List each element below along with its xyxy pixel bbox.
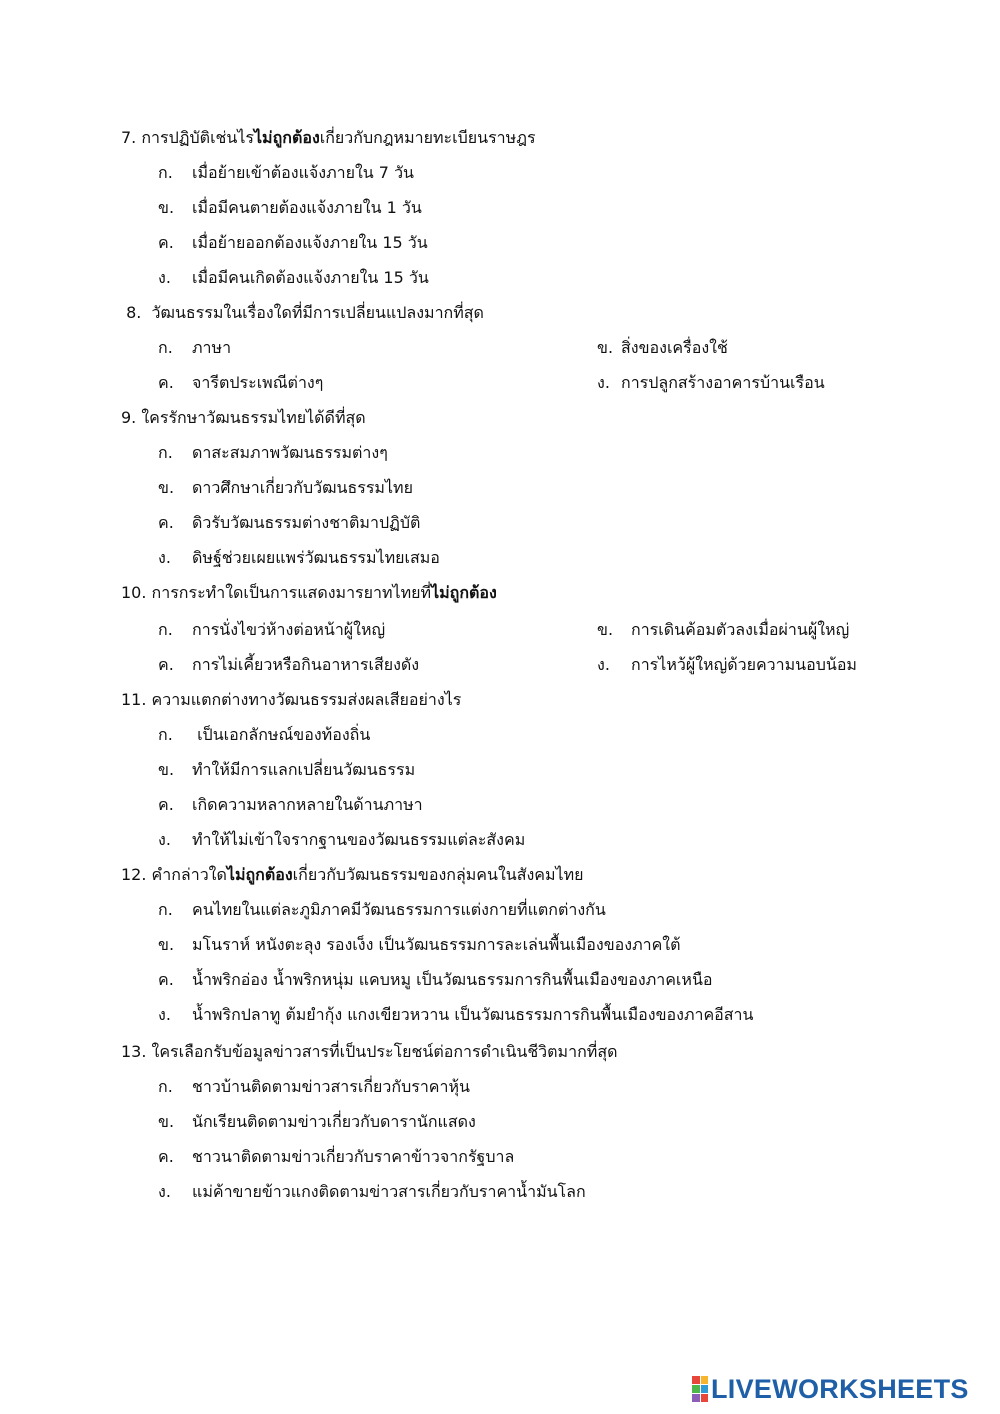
option-letter: ค. xyxy=(158,970,174,989)
question-13 xyxy=(121,1041,617,1063)
option-text: สิ่งของเครื่องใช้ xyxy=(621,338,728,357)
option[interactable] xyxy=(158,654,419,676)
option-text: การไหว้ผู้ใหญ่ด้วยความนอบน้อม xyxy=(631,655,857,674)
option-letter: ค. xyxy=(158,513,174,532)
option-text: นักเรียนติดตามข่าวเกี่ยวกับดารานักแสดง xyxy=(192,1112,476,1131)
option-letter: ก. xyxy=(158,725,173,744)
option-text: ดิวรับวัฒนธรรมต่างชาติมาปฏิบัติ xyxy=(192,513,421,532)
option[interactable] xyxy=(597,619,849,641)
question-emphasis: ไม่ถูกต้อง xyxy=(253,128,320,147)
logo-mark-icon xyxy=(692,1376,708,1402)
option-letter: ก. xyxy=(158,1077,173,1096)
option-text: ทำให้ไม่เข้าใจรากฐานของวัฒนธรรมแต่ละสังคม xyxy=(192,830,526,849)
question-text: 12. คำกล่าวใด xyxy=(121,865,227,884)
option[interactable] xyxy=(158,1004,753,1026)
option[interactable] xyxy=(158,619,385,641)
option-text: การปลูกสร้างอาคารบ้านเรือน xyxy=(621,373,825,392)
option-letter: ข. xyxy=(158,935,175,954)
option[interactable] xyxy=(158,197,422,219)
option-letter: ก. xyxy=(158,443,173,462)
option[interactable] xyxy=(158,442,388,464)
option-text: มโนราห์ หนังตะลุง รองเง็ง เป็นวัฒนธรรมการละเล่นพื้นเมืองของภาคใต้ xyxy=(192,935,681,954)
question-7 xyxy=(121,127,536,149)
option-letter: ก. xyxy=(158,338,173,357)
option-letter: ก. xyxy=(158,163,173,182)
option[interactable] xyxy=(158,724,370,746)
question-text: 8. วัฒนธรรมในเรื่องใดที่มีการเปลี่ยนแปลงมากที่สุด xyxy=(121,303,484,322)
option-letter: ค. xyxy=(158,795,174,814)
option[interactable] xyxy=(158,372,323,394)
option-letter: ค. xyxy=(158,655,174,674)
option-letter: ค. xyxy=(158,1147,174,1166)
option[interactable] xyxy=(158,934,681,956)
option[interactable] xyxy=(158,512,420,534)
option-letter: ง. xyxy=(597,373,610,392)
option-text: ภาษา xyxy=(192,338,232,357)
option-text: การเดินค้อมตัวลงเมื่อผ่านผู้ใหญ่ xyxy=(631,620,850,639)
option[interactable] xyxy=(158,337,231,359)
logo-text: LIVEWORKSHEETS xyxy=(711,1373,969,1404)
question-text: 13. ใครเลือกรับข้อมูลข่าวสารที่เป็นประโยชน์ต่อการดำเนินชีวิตมากที่สุด xyxy=(121,1042,618,1061)
option[interactable] xyxy=(597,654,857,676)
option-text: เป็นเอกลักษณ์ของท้องถิ่น xyxy=(192,725,371,744)
option-text: เกิดความหลากหลายในด้านภาษา xyxy=(192,795,423,814)
option[interactable] xyxy=(158,794,423,816)
option[interactable] xyxy=(158,1181,586,1203)
option-letter: ก. xyxy=(158,900,173,919)
option-text: เมื่อมีคนเกิดต้องแจ้งภายใน 15 วัน xyxy=(192,268,429,287)
option-text: การนั่งไขว่ห้างต่อหน้าผู้ใหญ่ xyxy=(192,620,386,639)
option[interactable] xyxy=(158,1146,514,1168)
option-text: เมื่อมีคนตายต้องแจ้งภายใน 1 วัน xyxy=(192,198,422,217)
option-letter: ง. xyxy=(158,1182,171,1201)
option-text: เมื่อย้ายเข้าต้องแจ้งภายใน 7 วัน xyxy=(192,163,414,182)
option[interactable] xyxy=(158,759,415,781)
option-letter: ข. xyxy=(158,1112,175,1131)
option[interactable] xyxy=(597,372,825,394)
option-text: คนไทยในแต่ละภูมิภาคมีวัฒนธรรมการแต่งกายที่แตกต่างกัน xyxy=(192,900,606,919)
question-11 xyxy=(121,689,461,711)
option-letter: ข. xyxy=(158,478,175,497)
option-letter: ค. xyxy=(158,373,174,392)
question-10 xyxy=(121,582,497,604)
option-letter: ง. xyxy=(158,830,171,849)
question-text: เกี่ยวกับวัฒนธรรมของกลุ่มคนในสังคมไทย xyxy=(292,865,584,884)
option[interactable] xyxy=(158,267,429,289)
option-text: จารีตประเพณีต่างๆ xyxy=(192,373,324,392)
option-text: ชาวบ้านติดตามข่าวสารเกี่ยวกับราคาหุ้น xyxy=(192,1077,470,1096)
option[interactable] xyxy=(158,162,414,184)
liveworksheets-logo xyxy=(692,1374,969,1404)
question-9 xyxy=(121,407,366,429)
option[interactable] xyxy=(158,1076,470,1098)
question-8 xyxy=(121,302,484,324)
option-text: น้ำพริกอ่อง น้ำพริกหนุ่ม แคบหมู เป็นวัฒนธรรมการกินพื้นเมืองของภาคเหนือ xyxy=(192,970,713,989)
option-text: การไม่เคี้ยวหรือกินอาหารเสียงดัง xyxy=(192,655,420,674)
question-text: 7. การปฏิบัติเช่นไร xyxy=(121,128,254,147)
question-text: 10. การกระทำใดเป็นการแสดงมารยาทไทยที่ xyxy=(121,583,432,602)
option[interactable] xyxy=(597,337,728,359)
question-emphasis: ไม่ถูกต้อง xyxy=(226,865,293,884)
option[interactable] xyxy=(158,969,713,991)
question-text: 11. ความแตกต่างทางวัฒนธรรมส่งผลเสียอย่างไร xyxy=(121,690,462,709)
option-text: ดาวศึกษาเกี่ยวกับวัฒนธรรมไทย xyxy=(192,478,413,497)
option-text: ทำให้มีการแลกเปลี่ยนวัฒนธรรม xyxy=(192,760,416,779)
option-letter: ข. xyxy=(158,198,175,217)
option-letter: ข. xyxy=(158,760,175,779)
option[interactable] xyxy=(158,1111,476,1133)
option-letter: ง. xyxy=(158,268,171,287)
option-text: ชาวนาติดตามข่าวเกี่ยวกับราคาข้าวจากรัฐบาล xyxy=(192,1147,515,1166)
option-letter: ง. xyxy=(597,655,610,674)
option-letter: ค. xyxy=(158,233,174,252)
option-text: แม่ค้าขายข้าวแกงติดตามข่าวสารเกี่ยวกับราคาน้ำมันโลก xyxy=(192,1182,586,1201)
option-letter: ง. xyxy=(158,548,171,567)
question-emphasis: ไม่ถูกต้อง xyxy=(431,583,497,602)
option-letter: ข. xyxy=(597,338,614,357)
option[interactable] xyxy=(158,829,525,851)
option-text: ดิษฐ์ช่วยเผยแพร่วัฒนธรรมไทยเสมอ xyxy=(192,548,440,567)
option[interactable] xyxy=(158,547,440,569)
question-text: 9. ใครรักษาวัฒนธรรมไทยได้ดีที่สุด xyxy=(121,408,366,427)
question-text: เกี่ยวกับกฎหมายทะเบียนราษฎร xyxy=(319,128,536,147)
option-text: น้ำพริกปลาทู ต้มยำกุ้ง แกงเขียวหวาน เป็นวัฒนธรรมการกินพื้นเมืองของภาคอีสาน xyxy=(192,1005,754,1024)
option-letter: ข. xyxy=(597,620,614,639)
option[interactable] xyxy=(158,232,428,254)
option-text: เมื่อย้ายออกต้องแจ้งภายใน 15 วัน xyxy=(192,233,428,252)
option-text: ดาสะสมภาพวัฒนธรรมต่างๆ xyxy=(192,443,388,462)
question-12 xyxy=(121,864,584,886)
option[interactable] xyxy=(158,899,606,921)
option[interactable] xyxy=(158,477,413,499)
option-letter: ก. xyxy=(158,620,173,639)
option-letter: ง. xyxy=(158,1005,171,1024)
